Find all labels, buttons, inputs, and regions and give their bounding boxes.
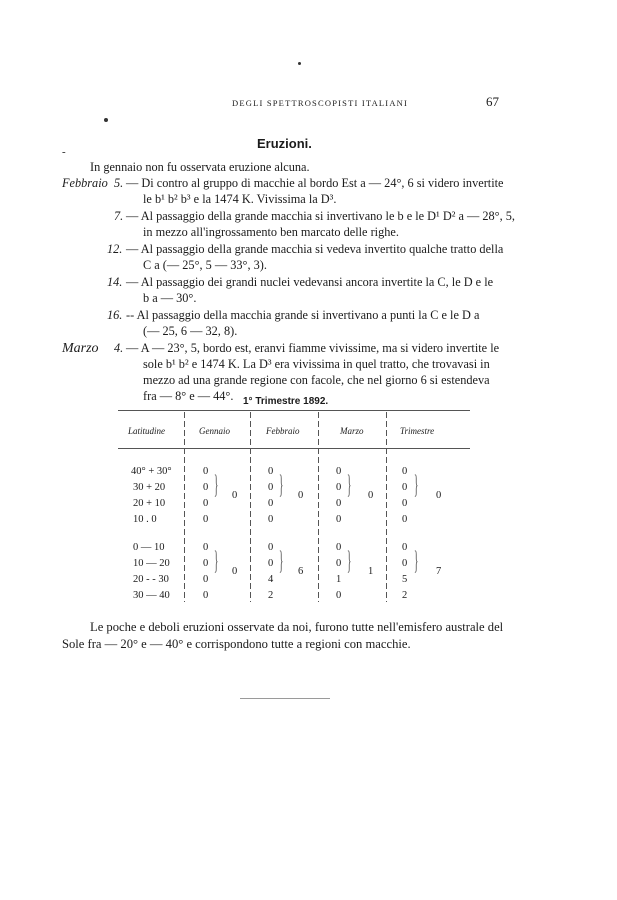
entry-line: — Al passaggio della grande macchia si vedeva invertito qualche tratto della: [126, 242, 504, 256]
cell: 0: [402, 498, 408, 509]
month-label-febbraio: Febbraio: [62, 176, 108, 190]
cell: 0: [268, 558, 274, 569]
brace: }: [414, 470, 419, 499]
column-divider: [386, 412, 387, 602]
month-label-marzo: Marzo: [62, 341, 99, 356]
cell: 0: [268, 482, 274, 493]
cell: 0: [203, 466, 209, 477]
cell: 2: [402, 590, 408, 601]
entry-line: — Di contro al gruppo di macchie al bordo Est a — 24°, 6 si videro invertite: [126, 176, 504, 190]
entry-line: sole b¹ b² e 1474 K. La D³ era vivissima in quel tratto, che trovavasi in: [143, 357, 490, 371]
group-total: 7: [436, 566, 442, 577]
running-head: DEGLI SPETTROSCOPISTI ITALIANI: [232, 98, 409, 108]
cell: 0: [402, 466, 408, 477]
cell: 0: [268, 514, 274, 525]
cell: 0: [336, 590, 342, 601]
brace: }: [279, 546, 284, 575]
entry-line: fra — 8° e — 44°.: [143, 389, 234, 403]
section-title: Eruzioni.: [257, 136, 312, 151]
group-total: 6: [298, 566, 304, 577]
col-header-trimestre: Trimestre: [400, 426, 435, 436]
day-label: 14.: [107, 275, 123, 289]
day-label: 16.: [107, 308, 123, 322]
cell: 0: [336, 482, 342, 493]
entry-line: — A — 23°, 5, bordo est, eranvi fiamme vivissime, ma si videro invertite le: [126, 341, 500, 355]
cell: 0: [402, 514, 408, 525]
col-header-gennaio: Gennaio: [199, 426, 230, 436]
table-caption: 1° Trimestre 1892.: [243, 396, 329, 407]
entry-line: (— 25, 6 — 32, 8).: [143, 324, 238, 338]
cell: 4: [268, 574, 274, 585]
page-number: 67: [486, 94, 499, 109]
cell: 0: [336, 558, 342, 569]
brace: }: [214, 546, 219, 575]
cell: 0: [203, 498, 209, 509]
group-total: 0: [232, 490, 238, 501]
latitude-cell: 30 — 40: [133, 590, 170, 601]
entry-line: in mezzo all'ingrossamento ben marcato delle righe.: [143, 225, 399, 239]
column-divider: [184, 412, 185, 602]
brace: }: [279, 470, 284, 499]
cell: 0: [203, 542, 209, 553]
cell: 2: [268, 590, 274, 601]
group-total: 0: [298, 490, 304, 501]
day-label: 12.: [107, 242, 123, 256]
cell: 0: [402, 558, 408, 569]
ink-dot: [104, 118, 108, 122]
cell: 0: [402, 482, 408, 493]
cell: 0: [203, 514, 209, 525]
cell: 1: [336, 574, 342, 585]
brace: }: [414, 546, 419, 575]
entry-line: mezzo ad una grande regione con facole, che nel giorno 6 si estendeva: [143, 373, 490, 387]
conclusion-line: Le poche e deboli eruzioni osservate da noi, furono tutte nell'emisfero australe del: [90, 620, 504, 634]
cell: 0: [268, 498, 274, 509]
cell: 0: [336, 542, 342, 553]
brace: }: [347, 546, 352, 575]
table-header-rule: [118, 448, 470, 449]
cell: 0: [336, 466, 342, 477]
cell: 0: [203, 574, 209, 585]
cell: 0: [336, 498, 342, 509]
cell: 5: [402, 574, 408, 585]
latitude-cell: 10 . 0: [133, 514, 157, 525]
day-label: 4.: [114, 341, 124, 355]
brace: }: [347, 470, 352, 499]
latitude-cell: 0 — 10: [133, 542, 165, 553]
day-label: 5.: [114, 176, 124, 190]
group-total: 0: [232, 566, 238, 577]
entry-line: b a — 30°.: [143, 291, 197, 305]
intro-line: In gennaio non fu osservata eruzione alcuna.: [90, 160, 310, 174]
entry-line: le b¹ b² b³ e la 1474 K. Vivissima la D³.: [143, 192, 337, 206]
table-top-rule: [118, 410, 470, 411]
latitude-cell: 10 — 20: [133, 558, 170, 569]
latitude-cell: 40° + 30°: [131, 466, 172, 477]
entry-line: — Al passaggio della grande macchia si invertivano le b e le D¹ D² a — 28°, 5,: [126, 209, 515, 223]
conclusion-line: Sole fra — 20° e — 40° e corrispondono tutte a regioni con macchie.: [62, 637, 411, 651]
latitude-cell: 20 - - 30: [133, 574, 169, 585]
col-header-latitudine: Latitudine: [128, 426, 166, 436]
margin-dash: -: [62, 146, 66, 158]
col-header-marzo: Marzo: [340, 426, 364, 436]
brace: }: [214, 470, 219, 499]
closing-rule: [240, 698, 330, 699]
ink-speck: [298, 62, 301, 65]
cell: 0: [203, 482, 209, 493]
cell: 0: [203, 558, 209, 569]
entry-line: — Al passaggio dei grandi nuclei vedevansi ancora invertite la C, le D e le: [126, 275, 494, 289]
entry-line: -- Al passaggio della macchia grande si invertivano a punti la C e le D a: [126, 308, 480, 322]
column-divider: [250, 412, 251, 602]
latitude-cell: 20 + 10: [133, 498, 166, 509]
cell: 0: [268, 542, 274, 553]
cell: 0: [203, 590, 209, 601]
group-total: 0: [368, 490, 374, 501]
day-label: 7.: [114, 209, 124, 223]
column-divider: [318, 412, 319, 602]
cell: 0: [268, 466, 274, 477]
group-total: 1: [368, 566, 374, 577]
entry-line: C a (— 25°, 5 — 33°, 3).: [143, 258, 267, 272]
cell: 0: [336, 514, 342, 525]
group-total: 0: [436, 490, 442, 501]
col-header-febbraio: Febbraio: [266, 426, 300, 436]
cell: 0: [402, 542, 408, 553]
latitude-cell: 30 + 20: [133, 482, 166, 493]
